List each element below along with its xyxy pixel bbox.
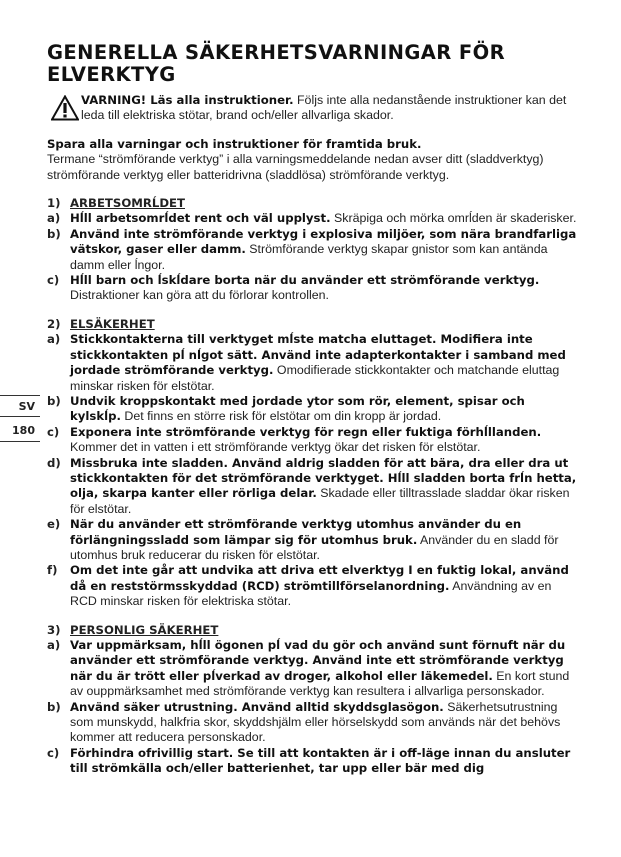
list-item-bold: Hĺll arbetsomrĺdet rent och väl upplyst. <box>70 211 331 226</box>
document-page <box>47 42 577 777</box>
warning-lead: VARNING! Läs alla instruktioner. <box>81 93 294 107</box>
list-item <box>47 456 577 518</box>
section-number: 1) <box>47 196 61 211</box>
list-item-text: Omodifierade stickkontakter och matchande eluttag minskar risken för elstötar. <box>70 363 560 393</box>
warning-body: Följs inte alla nedanstående instruktioner kan det leda till elektriska stötar, brand och/eller allvarliga skador. <box>81 93 567 123</box>
list-item <box>47 227 577 273</box>
list-item-label: b) <box>47 393 61 408</box>
list-item-text: Skräpiga och mörka omrĺden är skaderisker. <box>330 211 577 226</box>
list-item-text: Kommer det in vatten i ett strömförande verktyg ökar det risken för elstötar. <box>70 440 481 455</box>
section-number: 3) <box>47 622 61 637</box>
list-item <box>47 394 577 425</box>
section-title: ARBETSOMRĹDET <box>70 196 185 211</box>
list-item-text: Använder du en sladd för utomhus bruk reducerar du risken för elstötar. <box>70 532 559 562</box>
list-item-body <box>70 638 577 700</box>
list-item-text: Användning av en RCD minskar risken för elektriska stötar. <box>70 578 552 609</box>
section-number: 2) <box>47 316 61 331</box>
sections <box>47 183 577 777</box>
list-item-bold: Förhindra ofrivillig start. Se till att kontakten är i off-läge innan du ansluter till strömkälla och/eller batterienhet, tar upp eller bär med dig <box>70 745 571 776</box>
list-item-bold: Undvik kroppskontakt med jordade ytor som rör, element, spisar och kylskĺp. <box>70 393 525 424</box>
page-number: 180 <box>0 420 40 442</box>
list-item-bold: Använd inte strömförande verktyg i explosiva miljöer, som nära brandfarliga vätskor, gaser eller damm. <box>70 226 577 257</box>
list-item-text: Skadade eller tilltrasslade sladdar ökar risken för elstötar. <box>70 486 570 516</box>
language-tab: SV <box>0 395 40 417</box>
list-item-bold: Missbruka inte sladden. Använd aldrig sladden för att bära, dra eller dra ut stickkontakten för det strömförande verktyget. Hĺll sladden borta frĺn hetta, olja, skarpa kanter eller rörliga delar. <box>70 455 577 501</box>
list-item-body <box>70 517 577 563</box>
list-item-body <box>70 563 577 609</box>
section-title: ELSÄKERHET <box>70 316 155 331</box>
list-item-label: b) <box>47 699 61 714</box>
list-item <box>47 700 577 746</box>
section-heading <box>47 317 577 332</box>
list-item-label: a) <box>47 211 61 226</box>
list-item-bold: Använd säker utrustning. Använd alltid skyddsglasögon. <box>70 699 444 714</box>
section-heading <box>47 623 577 638</box>
list-item-body <box>70 211 577 226</box>
list-item-text: En kort stund av ouppmärksamhet med strömförande verktyg kan resultera i allvarliga personskador. <box>70 668 570 699</box>
list-item <box>47 211 577 226</box>
list-item-label: b) <box>47 226 61 241</box>
list-item-body <box>70 425 577 456</box>
list-item-bold: Stickkontakterna till verktyget mĺste matcha eluttaget. Modifiera inte stickkontakten pĺ nĺgot sätt. Använd inte adapterkontakter i samband med jordade strömförande verktyg. <box>70 332 566 378</box>
list-item-text: Distraktioner kan göra att du förlorar kontrollen. <box>70 288 329 303</box>
list-item <box>47 638 577 700</box>
save-note-bold: Spara alla varningar och instruktioner för framtida bruk. <box>47 136 422 151</box>
list-item-bold: Exponera inte strömförande verktyg för regn eller fuktiga förhĺllanden. <box>70 424 542 439</box>
list-item-bold: Var uppmärksam, hĺll ögonen pĺ vad du gör och använd sunt förnuft när du använder ett strömförande verktyg. Använd inte ett strömförande verktyg när du är trött eller pĺverkad av droger, alkohol eller läkemedel. <box>70 638 566 683</box>
list-item-label: c) <box>47 745 60 760</box>
list-item-body <box>70 394 577 425</box>
list-item-label: d) <box>47 455 61 470</box>
list-item-text: Det finns en större risk för elstötar om din kropp är jordad. <box>120 409 442 424</box>
list-item-bold: Om det inte går att undvika att driva ett elverktyg I en fuktig lokal, använd då en reststörmsskyddad (RCD) strömtillförselanordning. <box>70 563 569 593</box>
list-item-text: Säkerhetsutrustning som munskydd, halkfria skor, skyddshjälm eller hörselskydd som används när det behövs kommer att reducera personskador. <box>70 699 561 745</box>
list-item-text: Strömförande verktyg skapar gnistor som kan antända damm eller ĺngor. <box>70 242 548 272</box>
list-item <box>47 425 577 456</box>
list-item <box>47 563 577 609</box>
list-item-body <box>70 746 577 777</box>
list-item-body <box>70 332 577 394</box>
warning-triangle-icon <box>51 95 79 121</box>
list-item <box>47 332 577 394</box>
section-heading <box>47 196 577 211</box>
list-item-label: c) <box>47 273 60 288</box>
warning-text <box>81 93 577 124</box>
list-item-body <box>70 700 577 746</box>
list-item-body <box>70 456 577 518</box>
page-title: GENERELLA SÄKERHETSVARNINGAR FÖR ELVERKTYG <box>47 41 505 86</box>
list-item-label: f) <box>47 563 58 578</box>
list-item <box>47 746 577 777</box>
list-item-label: c) <box>47 424 60 439</box>
save-note <box>47 137 577 183</box>
list-item-label: e) <box>47 517 61 532</box>
list-item-bold: När du använder ett strömförande verktyg utomhus använder du en förlängningssladd som lämpar sig för utomhus bruk. <box>70 517 522 547</box>
list-item <box>47 517 577 563</box>
list-item-label: a) <box>47 638 61 652</box>
list-item-body <box>70 227 577 273</box>
list-item <box>47 273 577 304</box>
section-title: PERSONLIG SÄKERHET <box>70 622 219 637</box>
warning-block <box>47 93 577 124</box>
list-item-bold: Hĺll barn och ĺskĺdare borta när du använder ett strömförande verktyg. <box>70 273 540 288</box>
list-item-body <box>70 273 577 304</box>
save-note-text: Termane “strömförande verktyg” i alla varningsmeddelande nedan avser ditt (sladdverktyg) strömförande verktyg eller batteridrivna (sladdlösa) strömförande verktyg. <box>47 152 544 182</box>
list-item-label: a) <box>47 332 61 347</box>
